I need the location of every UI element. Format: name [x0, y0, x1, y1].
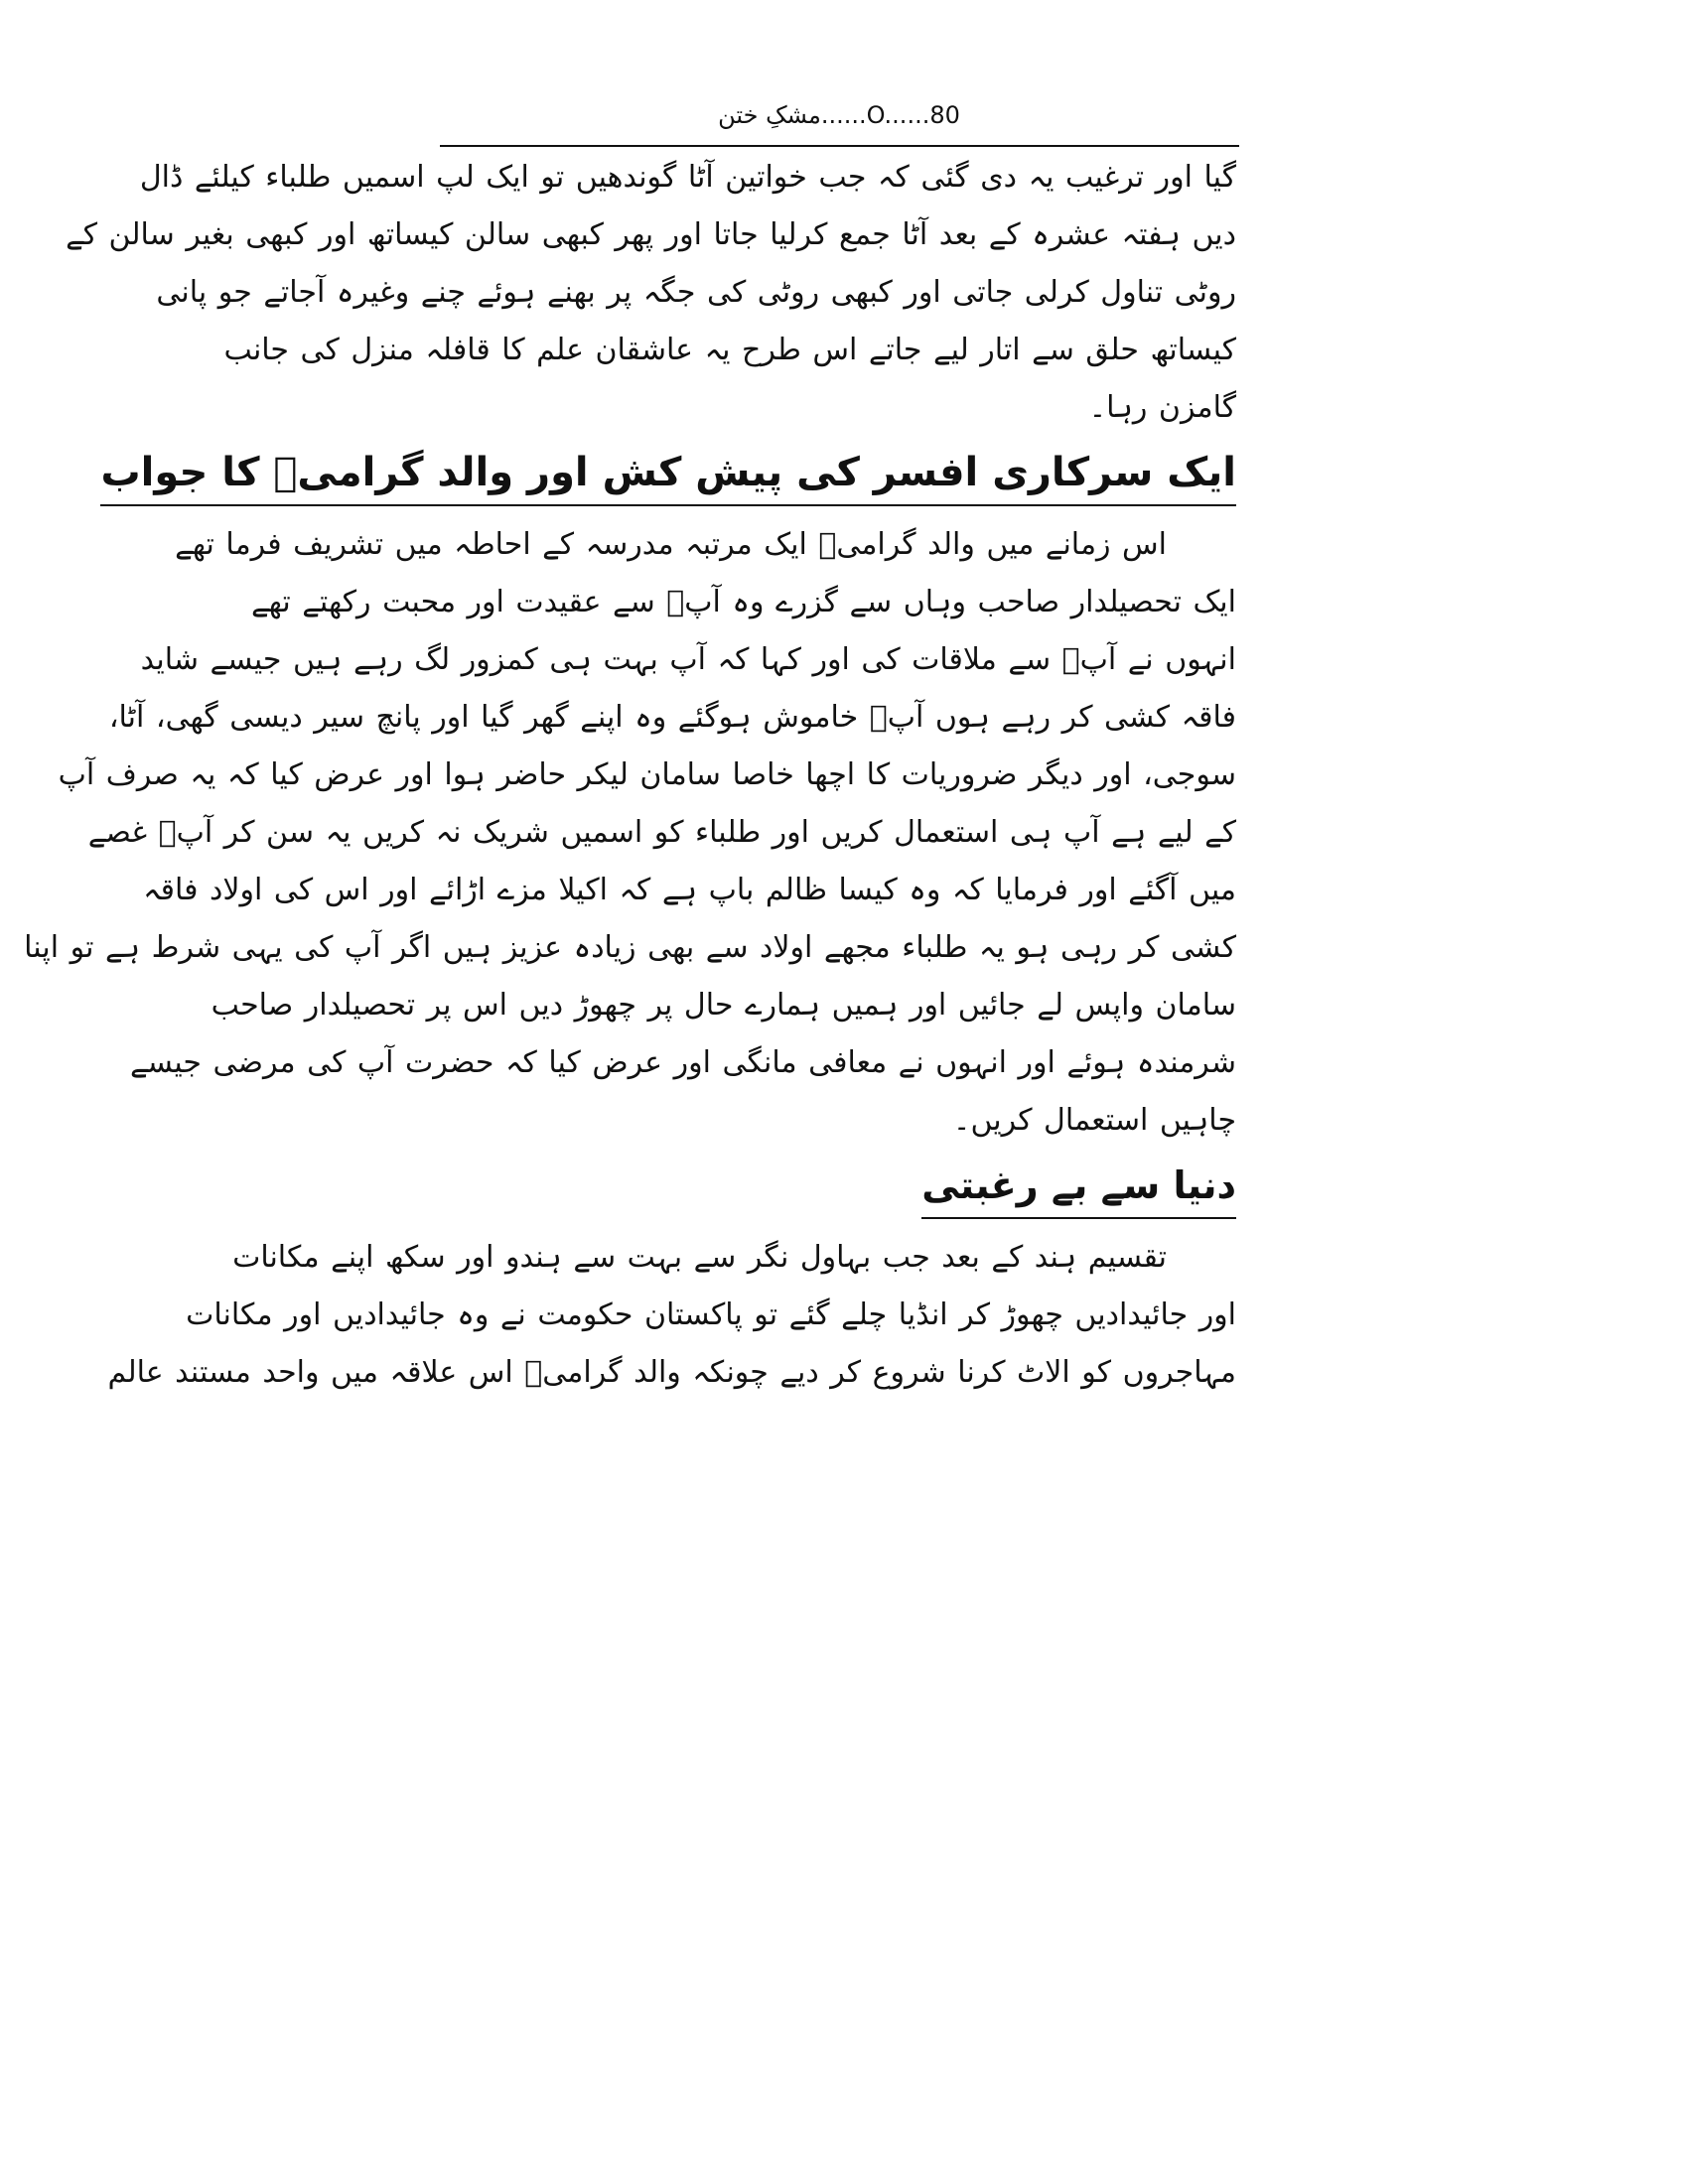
text-line: چاہیں استعمال کریں۔	[952, 1103, 1236, 1138]
text-line: انہوں نے آپؒ سے ملاقات کی اور کہا کہ آپ بہت ہی کمزور لگ رہے ہیں جیسے شاید	[140, 642, 1236, 677]
text-line: روٹی تناول کرلی جاتی اور کبھی روٹی کی جگہ پر بھنے ہوئے چنے وغیرہ آجاتے جو پانی	[156, 275, 1236, 310]
text-line: دیں ہفتہ عشرہ کے بعد آٹا جمع کرلیا جاتا اور پھر کبھی سالن کیساتھ اور کبھی بغیر سالن کے	[66, 217, 1236, 252]
section-heading-worldly-detachment: دنیا سے بے رغبتی	[921, 1156, 1236, 1219]
running-header: مشکِ ختن......O......80	[718, 101, 960, 129]
text-line: شرمندہ ہوئے اور انہوں نے معافی مانگی اور عرض کیا کہ حضرت آپ کی مرضی جیسے	[130, 1045, 1236, 1080]
text-line: اور جائیدادیں چھوڑ کر انڈیا چلے گئے تو پاکستان حکومت نے وہ جائیدادیں اور مکانات	[186, 1297, 1236, 1332]
text-line: گیا اور ترغیب یہ دی گئی کہ جب خواتین آٹا گوندھیں تو ایک لپ اسمیں طلباء کیلئے ڈال	[139, 160, 1236, 195]
paragraph-meals	[66, 149, 1236, 437]
section-heading-officer-offer: ایک سرکاری افسر کی پیش کش اور والد گرامیؒ کا جواب	[100, 443, 1236, 506]
paragraph-partition	[107, 1229, 1236, 1402]
text-line: میں آگئے اور فرمایا کہ وہ کیسا ظالم باپ ہے کہ اکیلا مزے اڑائے اور اس کی اولاد فاقہ	[143, 873, 1236, 907]
text-line: کے لیے ہے آپ ہی استعمال کریں اور طلباء کو اسمیں شریک نہ کریں یہ سن کر آپؒ غصے	[87, 815, 1236, 850]
text-line: گامزن رہا۔	[1088, 390, 1236, 425]
text-line: سامان واپس لے جائیں اور ہمیں ہمارے حال پر چھوڑ دیں اس پر تحصیلدار صاحب	[211, 988, 1236, 1023]
text-line: ایک تحصیلدار صاحب وہاں سے گزرے وہ آپؒ سے عقیدت اور محبت رکھتے تھے	[251, 585, 1236, 619]
text-line: اس زمانے میں والد گرامیؒ ایک مرتبہ مدرسہ کے احاطہ میں تشریف فرما تھے	[175, 527, 1167, 562]
text-line: کیساتھ حلق سے اتار لیے جاتے اس طرح یہ عاشقان علم کا قافلہ منزل کی جانب	[223, 333, 1236, 367]
text-line: تقسیم ہند کے بعد جب بہاول نگر سے بہت سے ہندو اور سکھ اپنے مکانات	[232, 1240, 1167, 1275]
text-line: فاقہ کشی کر رہے ہوں آپؒ خاموش ہوگئے وہ اپنے گھر گیا اور پانچ سیر دیسی گھی، آٹا،	[108, 700, 1236, 735]
header-divider	[440, 145, 1239, 147]
text-line: مہاجروں کو الاٹ کرنا شروع کر دیے چونکہ والد گرامیؒ اس علاقہ میں واحد مستند عالم	[107, 1355, 1236, 1390]
text-line: سوجی، اور دیگر ضروریات کا اچھا خاصا سامان لیکر حاضر ہوا اور عرض کیا کہ یہ صرف آپ	[58, 757, 1236, 792]
main-text-column	[24, 149, 1236, 1402]
paragraph-officer-offer	[24, 516, 1236, 1150]
text-line: کشی کر رہی ہو یہ طلباء مجھے اولاد سے بھی زیادہ عزیز ہیں اگر آپ کی یہی شرط ہے تو اپنا	[24, 930, 1236, 965]
